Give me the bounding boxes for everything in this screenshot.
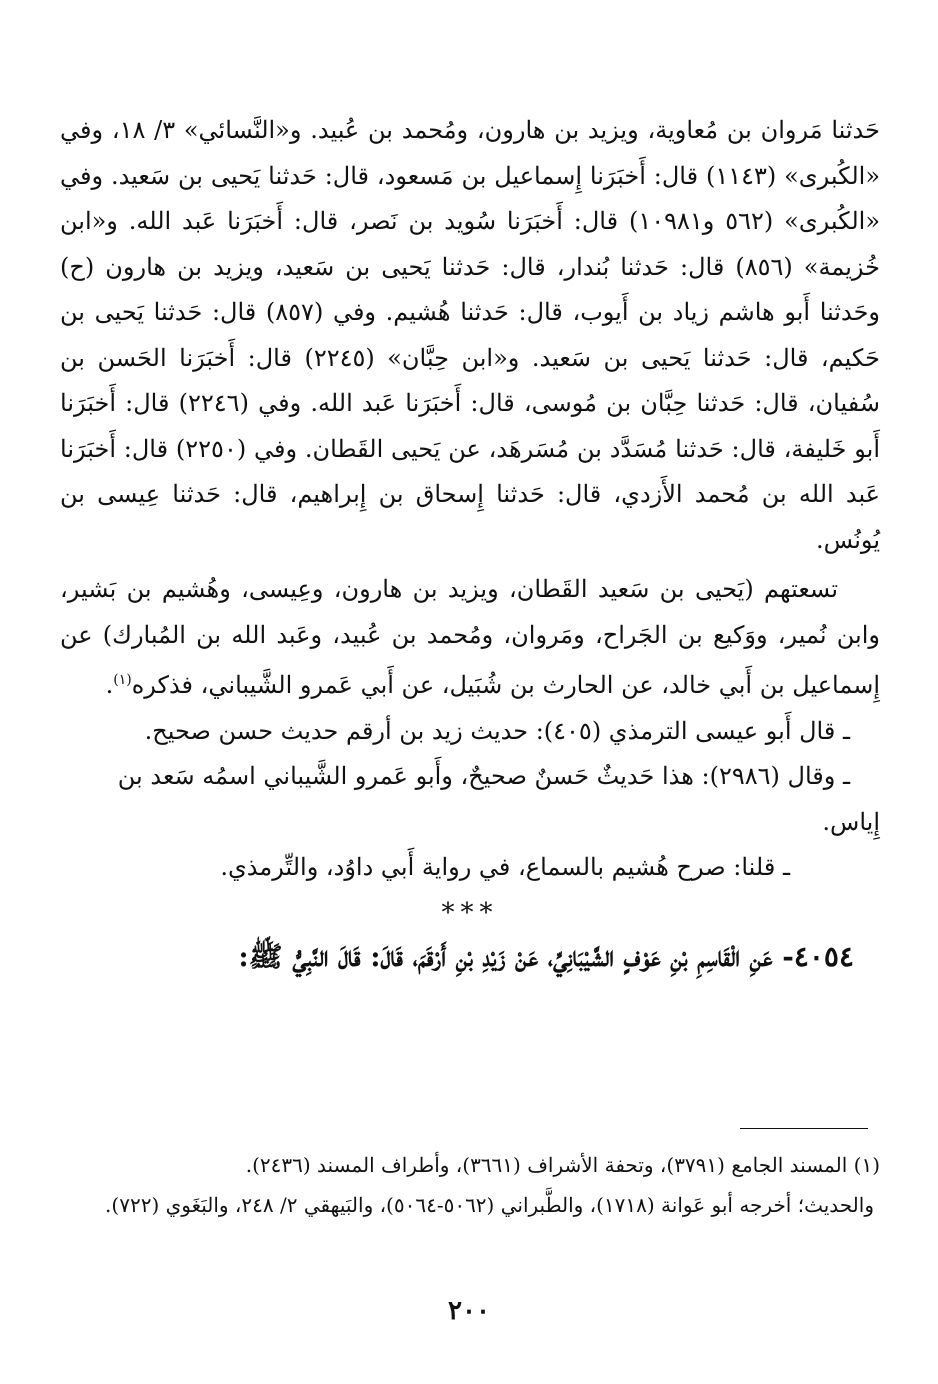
footnote-ref[interactable]: (١) (113, 672, 132, 688)
paragraph-2-text: تسعتهم (يَحيى بن سَعيد القَطان، ويزيد بن هارون، وعِيسى، وهُشيم بن بَشير، وابن نُمير، ووَكيع بن الجَراح، ومَروان، ومُحمد بن عُبيد، وعَبد الله بن المُبارك) عن إِسماعيل بن أَبي خالد، عن الحارث بن شُبَيل، عن أَبي عَمرو الشَّيباني، فذكره (60, 575, 880, 699)
footnote-1: (١) المسند الجامع (٣٧٩١)، وتحفة الأشراف (٣٦٦١)، وأطراف المسند (٢٤٣٦). (245, 1153, 880, 1177)
page-number: ٢٠٠ (448, 1296, 490, 1326)
paragraph-1: حَدثنا مَروان بن مُعاوية، ويزيد بن هارون، ومُحمد بن عُبيد. و«النَّسائي» ٣/ ١٨، وفي «الكُبرى» (١١٤٣) قال: أَخبَرَنا إِسماعيل بن مَسعود، قال: حَدثنا يَحيى بن سَعيد. وفي «الكُبرى» (٥٦٢ و١٠٩٨١) قال: أَخبَرَنا سُويد بن نَصر، قال: أَخبَرَنا عَبد الله. و«ابن خُزيمة» (٨٥٦) قال: حَدثنا بُندار، قال: حَدثنا يَحيى بن سَعيد، ويزيد بن هارون (ح) وحَدثنا أَبو هاشم زياد بن أَيوب، قال: حَدثنا هُشيم. وفي (٨٥٧) قال: حَدثنا يَحيى بن حَكيم، قال: حَدثنا يَحيى بن سَعيد. و«ابن حِبَّان» (٢٢٤٥) قال: أَخبَرَنا الحَسن بن سُفيان، قال: حَدثنا حِبَّان بن مُوسى، قال: أَخبَرَنا عَبد الله. وفي (٢٢٤٦) قال: أَخبَرَنا أَبو خَليفة، قال: حَدثنا مُسَدَّد بن مُسَرهَد، عن يَحيى القَطان. وفي (٢٢٥٠) قال: أَخبَرَنا عَبد الله بن مُحمد الأَزدي، قال: حَدثنا إِسحاق بن إِبراهيم، قال: حَدثنا عِيسى بن يُونُس. (60, 116, 881, 554)
note-2: ـ وقال (٢٩٨٦): هذا حَديثٌ حَسنٌ صحيحٌ، وأَبو عَمرو الشَّيباني اسمُه سَعد بن إِياس. (117, 762, 880, 836)
hadith-heading: ٤٠٥٤- عَنِ الْقَاسِمِ بْنِ عَوْفٍ الشَّيْبَانِيِّ، عَنْ زَيْدِ بْنِ أَرْقَمَ، قَالَ: قَالَ النَّبِيُّ ﷺ: (238, 939, 854, 973)
note-3: ـ قلنا: صرح هُشيم بالسماع، في رواية أَبي داوُد، والتِّرمذي. (220, 853, 790, 881)
note-1: ـ قال أَبو عيسى الترمذي (٤٠٥): حديث زيد بن أرقم حديث حسن صحيح. (144, 716, 850, 745)
section-separator: *** (441, 897, 499, 928)
footnote-1-cont: والحديث؛ أخرجه أبو عَوانة (١٧١٨)، والطَّبراني (٥٠٦٢-٥٠٦٤)، والبَيهقي ٢/ ٢٤٨، والبَغَوي (٧٢٢). (105, 1193, 874, 1217)
page-body (60, 108, 880, 981)
paragraph-2: تسعتهم (يَحيى بن سَعيد القَطان، ويزيد بن هارون، وعِيسى، وهُشيم بن بَشير، وابن نُمير، ووَكيع بن الجَراح، ومَروان، ومُحمد بن عُبيد، وعَبد الله بن المُبارك) عن إِسماعيل بن أَبي خالد، عن الحارث بن شُبَيل، عن أَبي عَمرو الشَّيباني، فذكره$^{(١)}$. (60, 575, 880, 699)
footnote-divider (740, 1128, 868, 1129)
footnotes (60, 1145, 880, 1225)
